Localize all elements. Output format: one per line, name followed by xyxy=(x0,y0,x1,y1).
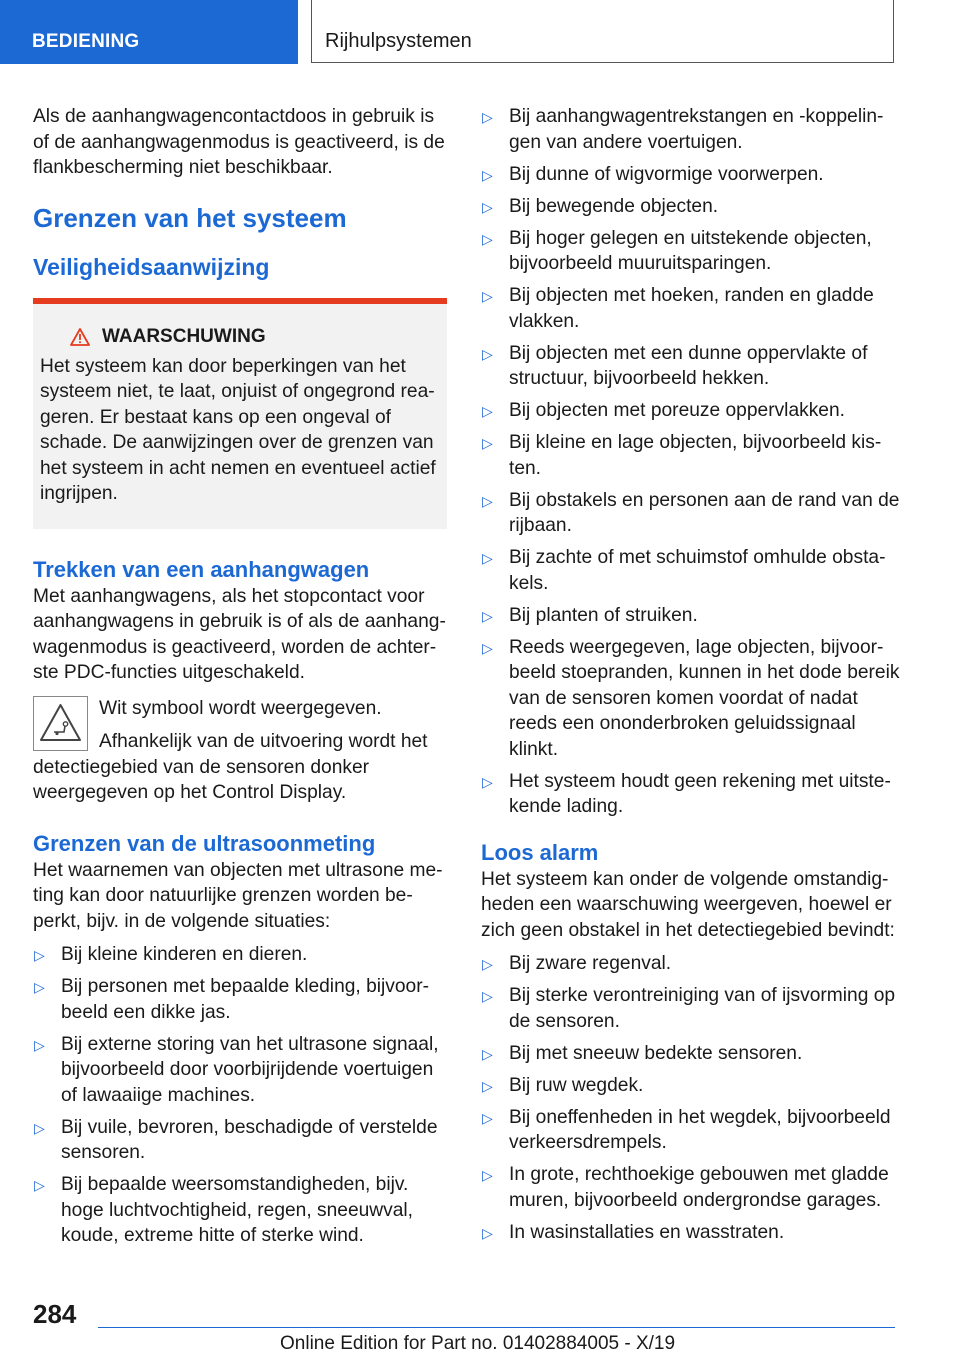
warning-icon xyxy=(70,328,90,346)
section-tab xyxy=(0,0,298,64)
triangle-right-icon: ▷ xyxy=(482,956,493,972)
left-column xyxy=(33,104,447,1255)
triangle-right-icon: ▷ xyxy=(482,1167,493,1183)
list-item: ▷ Bij met sneeuw bedekte sensoren. xyxy=(481,1041,901,1067)
list-item: ▷ Bij vuile, bevroren, beschadigde of verstelde sensoren. xyxy=(34,1116,438,1163)
intro-paragraph: Als de aanhangwagencontactdoos in gebruik is of de aanhangwagenmodus is geactiveerd, is de flankbescherming niet beschikbaar. xyxy=(33,106,445,178)
footer-divider xyxy=(98,1327,895,1328)
triangle-right-icon: ▷ xyxy=(482,403,493,419)
false-alarm-list xyxy=(481,951,901,1245)
triangle-right-icon: ▷ xyxy=(482,773,493,790)
false-alarm-text: Het systeem kan onder de volgende omstandigheden een waarschuwing weergeven, hoewel er zich geen obstakel in het detectiegebied bevindt: xyxy=(481,868,895,941)
triangle-right-icon: ▷ xyxy=(482,988,493,1004)
trailer-symbol-block xyxy=(33,696,447,806)
triangle-right-icon: ▷ xyxy=(34,1119,45,1136)
safety-heading: Veiligheidsaanwijzing xyxy=(33,253,270,280)
triangle-right-icon: ▷ xyxy=(482,166,493,183)
triangle-right-icon: ▷ xyxy=(34,1177,45,1193)
list-item: ▷ Bij personen met bepaalde kleding, bijvoorbeeld een dikke jas. xyxy=(34,976,429,1023)
triangle-right-icon: ▷ xyxy=(482,230,493,247)
false-alarm-heading: Loos alarm xyxy=(481,839,599,865)
triangle-right-icon: ▷ xyxy=(482,288,493,304)
triangle-right-icon: ▷ xyxy=(482,607,493,624)
triangle-right-icon: ▷ xyxy=(482,550,493,566)
triangle-right-icon: ▷ xyxy=(482,1077,493,1094)
list-item: ▷ Bij zachte of met schuimstof omhulde obstakels. xyxy=(482,547,886,594)
triangle-right-icon: ▷ xyxy=(482,1224,493,1241)
chapter-tab xyxy=(311,0,894,63)
list-item: ▷ Bij oneffenheden in het wegdek, bijvoorbeeld verkeersdrempels. xyxy=(482,1106,891,1153)
trailer-symbol-icon xyxy=(33,696,88,751)
warning-text: Het systeem kan door beperkingen van het systeem niet, te laat, onjuist of ongegrond reageren. Er bestaat kans op een ongeval of schade. De aanwijzingen over de grenzen van het systeem in acht nemen en eventueel actief ingrijpen. xyxy=(40,355,436,504)
list-item: ▷ Bij planten of struiken. xyxy=(481,603,901,629)
symbol-text-2: Afhankelijk van de uitvoering wordt het detectiegebied van de sensoren donker weergegeven op het Control Display. xyxy=(33,731,428,803)
list-item: ▷ Bij objecten met poreuze oppervlakken. xyxy=(481,398,901,424)
list-item: ▷ In wasinstallaties en wasstraten. xyxy=(481,1220,901,1246)
list-item: ▷ Bij hoger gelegen en uitstekende objecten, bijvoorbeeld muuruitsparingen. xyxy=(482,227,872,274)
warning-title: WAARSCHUWING xyxy=(102,325,266,347)
list-item: ▷ Bij objecten met een dunne oppervlakte of structuur, bijvoorbeeld hekken. xyxy=(482,342,868,389)
list-item: ▷ Bij kleine en lage objecten, bijvoorbeeld kisten. xyxy=(482,432,882,479)
list-item: ▷ Bij aanhangwagentrekstangen en -koppelingen van andere voertuigen. xyxy=(482,106,884,153)
warning-title-row xyxy=(70,324,439,350)
list-item: ▷ Bij bepaalde weersomstandigheden, bijv. hoge luchtvochtigheid, regen, sneeuwval, koude, extreme hitte of sterke wind. xyxy=(34,1174,414,1246)
triangle-right-icon: ▷ xyxy=(482,198,493,215)
list-item: ▷ Bij obstakels en personen aan de rand van de rijbaan. xyxy=(482,489,900,536)
ultra-heading: Grenzen van de ultrasoonmeting xyxy=(33,830,376,856)
list-item: ▷ Bij dunne of wigvormige voorwerpen. xyxy=(481,162,901,188)
list-item: ▷ Bij zware regenval. xyxy=(481,951,901,977)
triangle-right-icon: ▷ xyxy=(482,345,493,362)
chapter-title: Rijhulpsystemen xyxy=(325,30,472,52)
list-item: ▷ Bij sterke verontreiniging van of ijsvorming op de sensoren. xyxy=(482,985,896,1032)
list-item: ▷ In grote, rechthoekige gebouwen met gladde muren, bijvoorbeeld ondergrondse garages. xyxy=(482,1164,889,1211)
triangle-right-icon: ▷ xyxy=(34,1036,45,1053)
list-item: ▷ Bij externe storing van het ultrasone signaal, bijvoorbeeld door voorbijrijdende voertuigen of lawaaiige machines. xyxy=(34,1033,439,1106)
ultra-text: Het waarnemen van objecten met ultrasone meting kan door natuurlijke grenzen worden beperkt, bijv. in de volgende situaties: xyxy=(33,859,443,932)
triangle-right-icon: ▷ xyxy=(34,947,45,963)
right-column xyxy=(481,104,901,1252)
section-title: BEDIENING xyxy=(32,31,140,52)
trailer-heading: Trekken van een aanhangwagen xyxy=(33,556,370,582)
list-item: ▷ Het systeem houdt geen rekening met uitstekende lading. xyxy=(482,770,891,817)
triangle-right-icon: ▷ xyxy=(482,639,493,656)
triangle-right-icon: ▷ xyxy=(482,435,493,451)
trailer-text: Met aanhangwagens, als het stopcontact voor aanhangwagens in gebruik is of als de aanhangwagenmodus is geactiveerd, worden de achterste PDC-functies uitgeschakeld. xyxy=(33,585,446,683)
footer-edition: Online Edition for Part no. 01402884005 - X/19 xyxy=(280,1333,676,1354)
triangle-right-icon: ▷ xyxy=(482,1045,493,1062)
triangle-right-icon: ▷ xyxy=(482,109,493,125)
page-number: 284 xyxy=(33,1299,77,1329)
symbol-text-1: Wit symbool wordt weergegeven. xyxy=(99,697,382,719)
list-item: ▷ Bij objecten met hoeken, randen en gladde vlakken. xyxy=(482,285,874,332)
list-item: ▷ Bij kleine kinderen en dieren. xyxy=(33,942,447,968)
limits-heading: Grenzen van het systeem xyxy=(33,202,347,233)
list-item: ▷ Bij ruw wegdek. xyxy=(481,1073,901,1099)
ultra-list xyxy=(33,942,447,1249)
list-item: ▷ Bij bewegende objecten. xyxy=(481,194,901,220)
triangle-right-icon: ▷ xyxy=(482,492,493,509)
warning-box xyxy=(33,298,447,529)
triangle-right-icon: ▷ xyxy=(482,1109,493,1126)
triangle-right-icon: ▷ xyxy=(34,979,45,995)
ultra-list-continued xyxy=(481,104,901,820)
list-item: ▷ Reeds weergegeven, lage objecten, bijvoorbeeld stoepranden, kunnen in het dode bereik van de sensoren komen voordat of nadat reeds een ononderbroken geluidssignaal klinkt. xyxy=(482,636,900,760)
